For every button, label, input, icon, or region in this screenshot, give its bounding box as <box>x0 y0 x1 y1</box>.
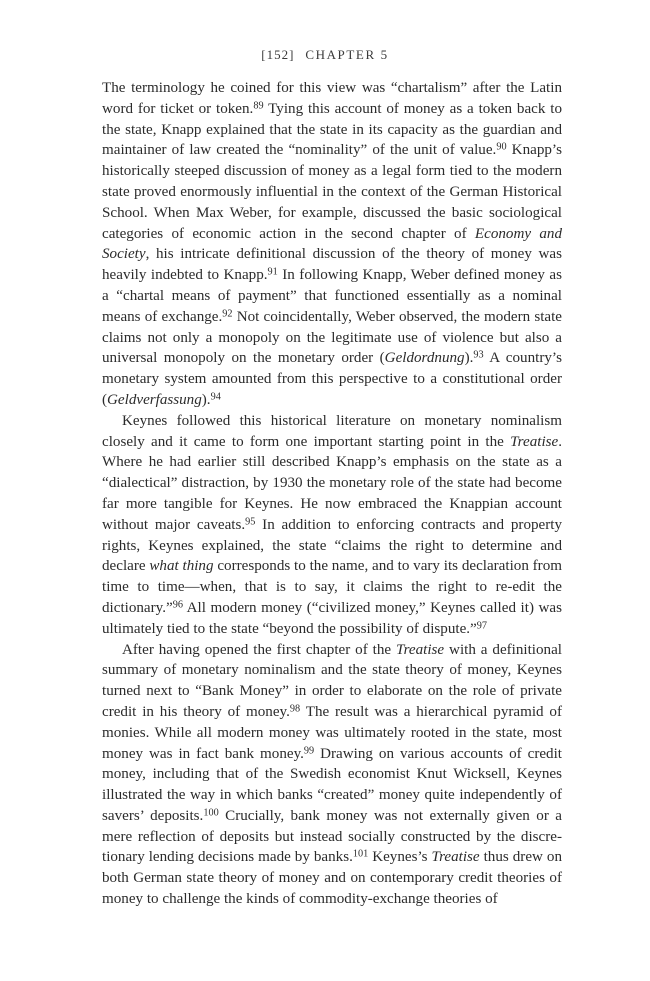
text-run: , his intricate definitional discussion of the theory of money was heavily indebted to Knapp. <box>102 246 562 284</box>
footnote-ref[interactable]: 101 <box>352 849 369 861</box>
italic-text: Geldordnung <box>384 350 465 367</box>
text-run: Keynes’s <box>368 849 432 866</box>
footnote-ref[interactable]: 89 <box>253 100 264 112</box>
text-run: Tying this account of money as a token back to the state, Knapp explained that the state in its capacity as the guardian and maintainer of law created the “nominality” of the unit of value. <box>102 100 562 159</box>
footnote-ref[interactable]: 90 <box>496 142 507 154</box>
text-run: In following Knapp, Weber defined money as a “chartal means of payment” that functioned essentially as a nominal means of exchange. <box>102 267 562 325</box>
italic-text: Economy and Society <box>102 225 563 263</box>
footnote-ref[interactable]: 100 <box>203 807 219 819</box>
body-text <box>102 78 562 910</box>
text-run: corresponds to the name, and to vary its declaration from time to time—when, that is to say, it claims the right to re-edit the dictionary.” <box>102 558 562 616</box>
footnote-ref[interactable]: 99 <box>303 745 315 757</box>
text-run: Keynes followed this historical literature on monetary nominalism closely and it came to form one important starting point in the <box>102 412 562 450</box>
text-run: ). <box>464 350 474 367</box>
footnote-ref[interactable]: 92 <box>222 308 233 320</box>
italic-text: Treatise <box>396 641 445 658</box>
text-run: In addition to enforcing contracts and property rights, Keynes explained, the state “claims the right to determine and declare <box>102 516 563 575</box>
page-number: [152] <box>261 47 295 62</box>
footnote-ref[interactable]: 96 <box>172 599 183 611</box>
paragraph <box>102 78 562 411</box>
italic-text: Geldverfassung <box>107 391 202 408</box>
footnote-ref[interactable]: 97 <box>476 620 488 632</box>
italic-text: Treatise <box>431 849 480 866</box>
text-run: . Where he had earlier still described Knapp’s emphasis on the state as a “dialectical” distraction, by 1930 the monetary role of the state had become far more tangible for Keynes. He now embraced the Knappian account without major caveats. <box>102 433 562 533</box>
footnote-ref[interactable]: 93 <box>473 350 484 362</box>
text-run: The result was a hierarchical pyramid of monies. While all modern money was ultimately rooted in the state, most money was in fact bank money. <box>102 703 562 762</box>
paragraph <box>102 640 562 910</box>
text-run: Drawing on various accounts of credit money, including that of the Swedish economist Knut Wicksell, Keynes illustrated the way in which banks “created” money quite independently of savers’ deposits. <box>102 745 562 824</box>
text-run: Knapp’s historically steeped discussion of money as a legal form tied to the modern state proved enormously influential in the context of the German Historical School. When Max Weber, for example, discussed the basic sociological categories of economic action in the second chapter of <box>102 142 562 242</box>
text-run: Crucially, bank money was not externally given or a mere reflection of deposits but instead socially constructed by the discretionary lending decisions made by banks. <box>102 807 562 866</box>
text-run: All modern money (“civilized money,” Keynes called it) was ultimately tied to the state “beyond the possibility of dispute.” <box>102 599 562 637</box>
text-run: After having opened the first chapter of the <box>122 641 397 658</box>
footnote-ref[interactable]: 94 <box>210 391 221 403</box>
italic-text: Treatise <box>510 433 559 450</box>
italic-text: what thing <box>149 558 214 575</box>
text-run: thus drew on both German state theory of money and on contemporary credit theories of money to challenge the kinds of commodity-exchange theories of <box>102 849 562 908</box>
text-run: ). <box>201 391 211 408</box>
footnote-ref[interactable]: 91 <box>267 266 278 278</box>
text-run: with a definitional summary of monetary nominalism and the state theory of money, Keynes turned next to “Bank Money” in order to elaborate on the role of private credit in his theory of money. <box>102 641 562 720</box>
paragraph <box>102 411 562 640</box>
footnote-ref[interactable]: 98 <box>289 703 301 715</box>
footnote-ref[interactable]: 95 <box>245 516 256 528</box>
text-run: A country’s monetary system amounted from this perspective to a constitutional order ( <box>102 350 562 408</box>
chapter-label: CHAPTER 5 <box>305 47 389 62</box>
running-head <box>0 47 650 63</box>
text-run: The terminology he coined for this view was “chartalism” after the Latin word for ticket or token. <box>102 80 562 117</box>
text-run: Not coincidentally, Weber observed, the modern state claims not only a monopoly on the legitimate use of violence but also a universal monopoly on the monetary order ( <box>102 308 562 367</box>
